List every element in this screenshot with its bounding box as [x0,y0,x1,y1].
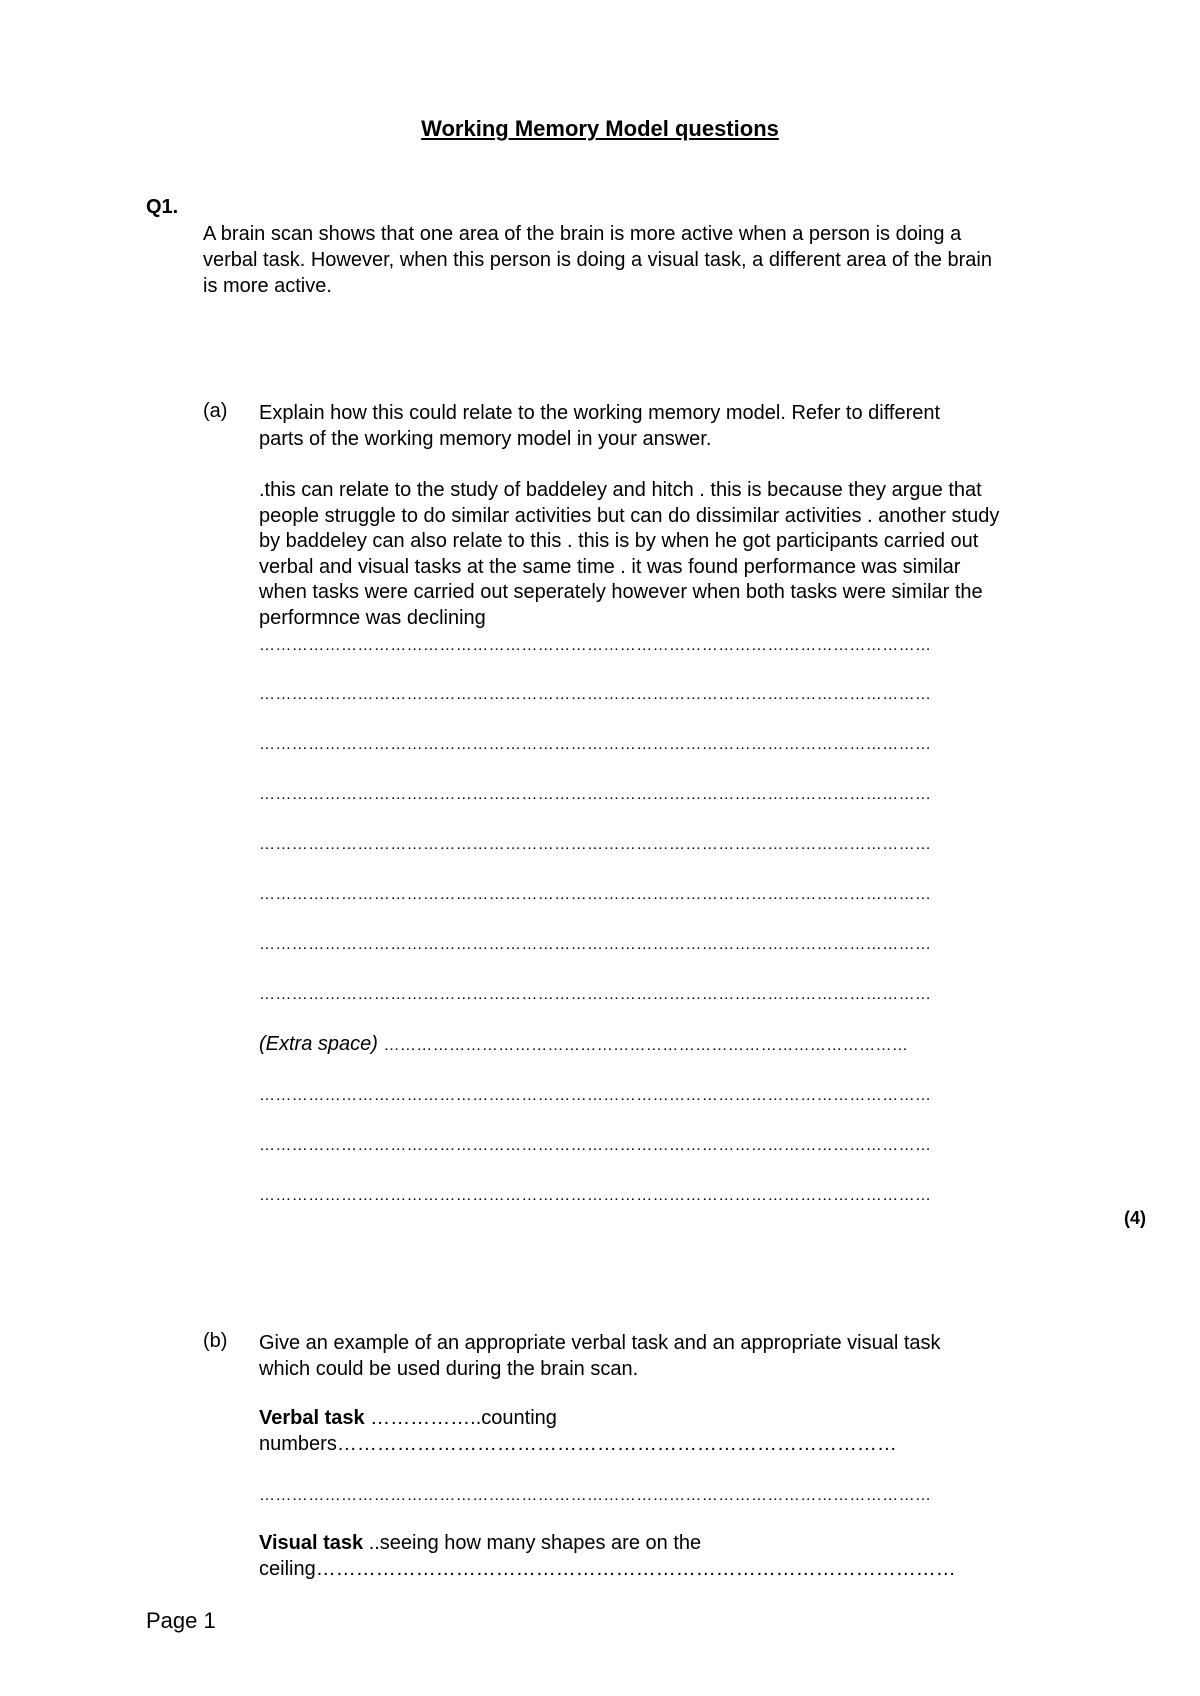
prompt-line: parts of the working memory model in your answer. [259,428,712,450]
answer-dotted-line: …………………………………………………………………………………………………………… [259,936,932,953]
answer-line: when tasks were carried out seperately however when both tasks were similar the [259,581,983,603]
stem-line: A brain scan shows that one area of the brain is more active when a person is doing a [203,223,962,245]
answer-dotted-line: …………………………………………………………………………………………………………… [259,686,932,703]
answer-dotted-line: …………………………………………………………………………………………………………… [259,736,932,753]
verbal-task-value: ……………..counting [364,1407,557,1429]
answer-dotted-line: …………………………………………………………………………………………………………… [259,1087,932,1104]
extra-space-label: (Extra space) [259,1033,378,1055]
visual-task-value: ..seeing how many shapes are on the [363,1532,702,1554]
question-number: Q1. [146,196,179,218]
visual-task-label: Visual task [259,1532,364,1554]
visual-task-answer [259,1530,956,1582]
part-a-answer [259,478,999,631]
question-stem [203,221,992,299]
stem-line: is more active. [203,275,332,297]
answer-dotted-line: …………………………………………………………………………………………………………… [259,1187,932,1204]
part-a-prompt [259,400,940,452]
answer-dotted-line: …………………………………………………………………………………………………………… [259,637,932,654]
answer-line: people struggle to do similar activities but can do dissimilar activities . another study [259,504,1000,527]
answer-dotted-line: …………………………………………………………………………………………………………… [259,1137,932,1154]
prompt-line: Give an example of an appropriate verbal task and an appropriate visual task [259,1332,941,1354]
prompt-line: which could be used during the brain scan. [259,1358,639,1380]
answer-dotted-line: …………………………………………………………………………………………………………… [259,986,932,1003]
marks-label: (4) [1124,1208,1146,1228]
stem-line: verbal task. However, when this person is doing a visual task, a different area of the brain [203,249,992,271]
extra-space-row [259,1033,908,1056]
answer-line: verbal and visual tasks at the same time . it was found performance was similar [259,555,961,578]
part-b-label: (b) [203,1330,228,1352]
answer-dotted-line: …………………………………………………………………………………………………………… [259,886,932,903]
verbal-task-continuation: numbers………………………………………………………………………… [259,1433,897,1455]
answer-line: performnce was declining [259,606,486,629]
page-number: Page 1 [146,1608,216,1633]
page-title: Working Memory Model questions [421,116,779,141]
answer-dotted-line: …………………………………………………………………………………………………………… [259,836,932,853]
part-a-label: (a) [203,400,228,422]
answer-dotted-line: …………………………………………………………………………………………………………… [259,786,932,803]
answer-line: by baddeley can also relate to this . this is by when he got participants carried out [259,530,979,552]
verbal-task-answer [259,1405,897,1457]
extra-space-dots: …………………………………………………………………………………… [383,1037,909,1054]
verbal-task-label: Verbal task [259,1407,365,1429]
prompt-line: Explain how this could relate to the working memory model. Refer to different [259,402,941,424]
answer-line: .this can relate to the study of baddeley and hitch . this is because they argue that [259,479,982,501]
part-b-prompt [259,1330,941,1382]
answer-dotted-line: …………………………………………………………………………………………………………… [259,1487,932,1504]
visual-task-continuation: ceiling…………………………………………………………………………………… [259,1558,956,1580]
